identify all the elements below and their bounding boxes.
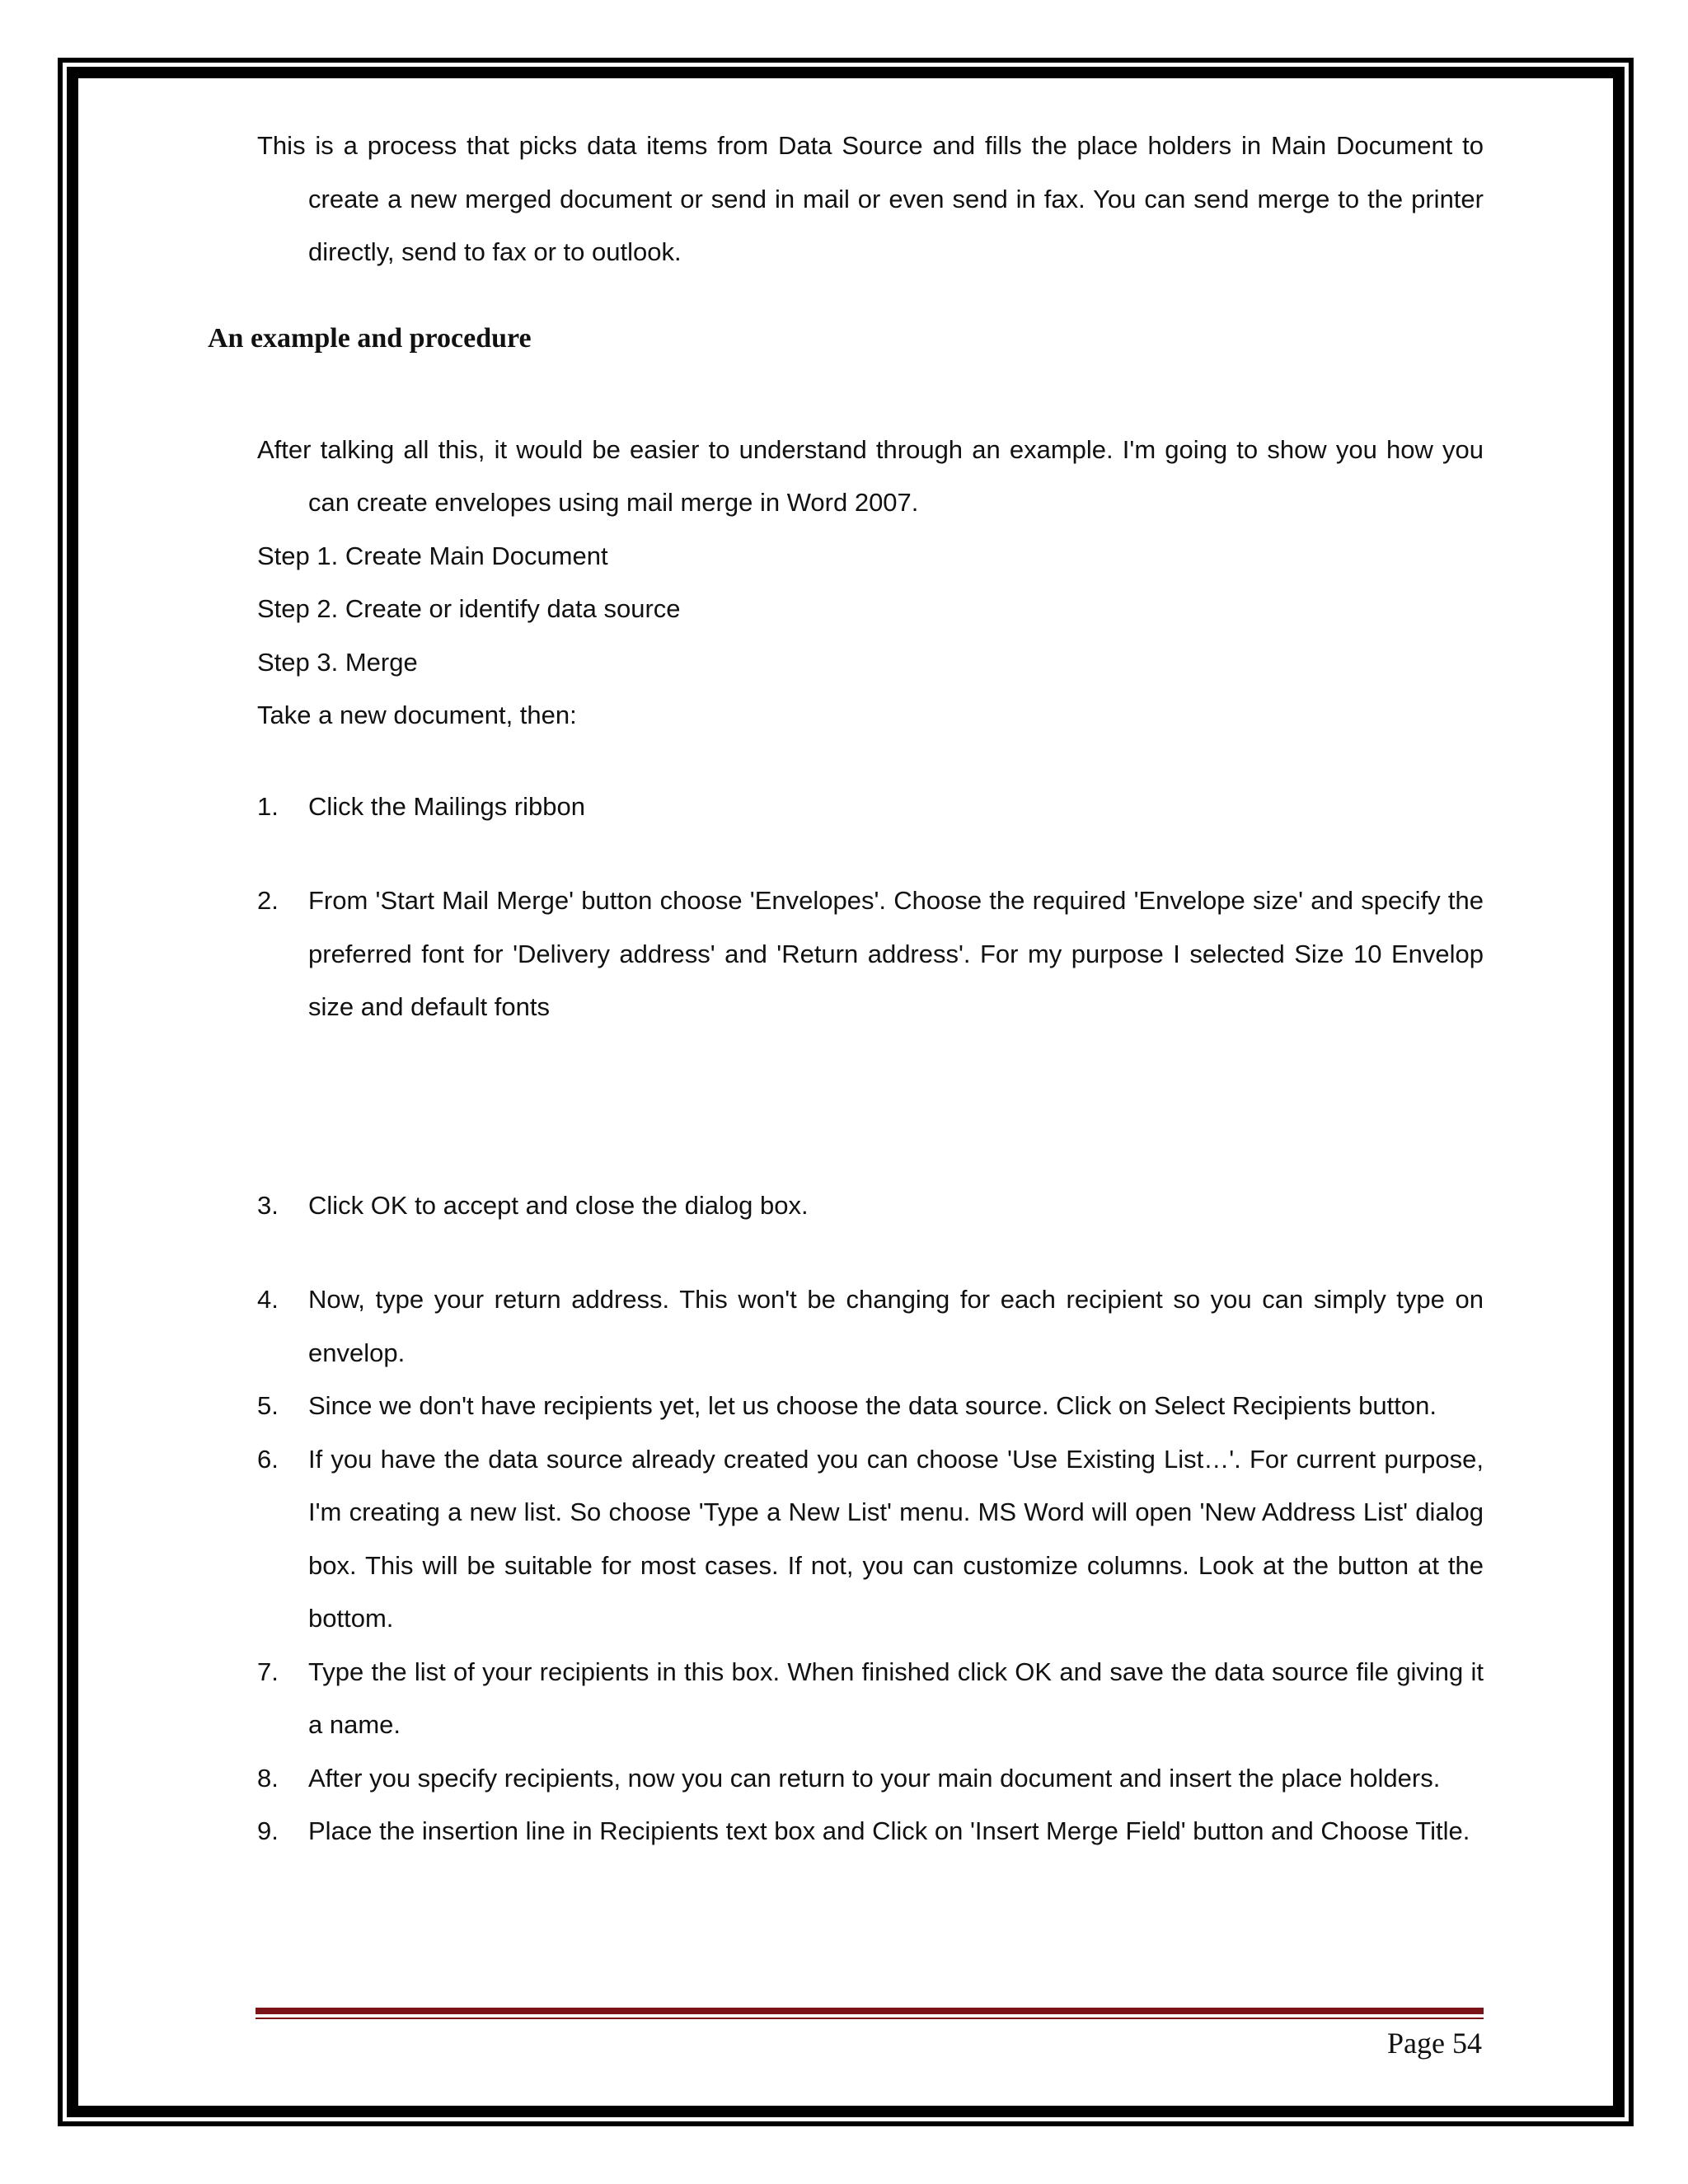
list-number: 2. — [257, 886, 279, 915]
list-number: 1. — [257, 791, 279, 821]
list-item — [257, 1179, 1484, 1233]
list-item-text: Type the list of your recipients in this box. When finished click OK and save the data source file giving it a name. — [308, 1657, 1484, 1739]
overview-step: Step 2. Create or identify data source — [257, 594, 681, 623]
list-item-text: If you have the data source already created you can choose 'Use Existing List…'. For current purpose, I'm creating a new list. So choose 'Type a New List' menu. MS Word will open 'New Address List' dialog box. This will be suitable for most cases. If not, you can customize columns. Look at the button at the bottom. — [308, 1444, 1484, 1633]
list-item-text: Now, type your return address. This won't be changing for each recipient so you can simply type on envelop. — [308, 1285, 1484, 1367]
intro-paragraph: This is a process that picks data items from Data Source and fills the place holders in Main Document to create a new merged document or send in mail or even send in fax. You can send merge to the printer directly, send to fax or to outlook. — [257, 131, 1484, 266]
list-number: 9. — [257, 1816, 279, 1845]
example-intro-paragraph: After talking all this, it would be easier to understand through an example. I'm going to show you how you can create envelopes using mail merge in Word 2007. — [257, 434, 1484, 517]
list-number: 6. — [257, 1444, 279, 1474]
list-item — [257, 1646, 1484, 1752]
footer-rule-thin — [256, 2018, 1484, 2019]
list-item — [257, 1805, 1484, 1858]
list-item — [257, 1273, 1484, 1380]
overview-step: Step 1. Create Main Document — [257, 541, 608, 570]
heading-spacer — [257, 279, 1484, 424]
spacer — [257, 743, 1484, 780]
list-item-text: Since we don't have recipients yet, let us choose the data source. Click on Select Recipients button. — [308, 1391, 1437, 1420]
list-item — [257, 1433, 1484, 1646]
list-item-text: From 'Start Mail Merge' button choose 'Envelopes'. Choose the required 'Envelope size' and specify the preferred font for 'Delivery address' and 'Return address'. For my purpose I selected Size 10 Envelop size and default fonts — [308, 886, 1484, 1021]
list-item-text: After you specify recipients, now you can return to your main document and insert the place holders. — [308, 1763, 1441, 1793]
overview-step: Step 3. Merge — [257, 647, 418, 677]
list-item-text: Place the insertion line in Recipients text box and Click on 'Insert Merge Field' button and Choose Title. — [308, 1816, 1470, 1845]
list-number: 8. — [257, 1763, 279, 1793]
list-item-text: Click OK to accept and close the dialog box. — [308, 1190, 809, 1220]
list-number: 5. — [257, 1391, 279, 1420]
document-body — [257, 120, 1484, 1858]
page-number: Page 54 — [1387, 2027, 1482, 2060]
list-item — [257, 1752, 1484, 1806]
spacer — [257, 1232, 1484, 1273]
image-placeholder-gap — [257, 1034, 1484, 1179]
list-item — [257, 780, 1484, 834]
list-item — [257, 1380, 1484, 1433]
list-item-text: Click the Mailings ribbon — [308, 791, 585, 821]
footer-rule — [256, 2008, 1484, 2014]
list-number: 7. — [257, 1657, 279, 1686]
procedure-list — [257, 780, 1484, 1858]
lead-in-text: Take a new document, then: — [257, 701, 577, 729]
list-number: 4. — [257, 1285, 279, 1314]
list-item — [257, 874, 1484, 1034]
list-number: 3. — [257, 1190, 279, 1220]
section-heading: An example and procedure — [208, 323, 532, 354]
spacer — [257, 833, 1484, 874]
